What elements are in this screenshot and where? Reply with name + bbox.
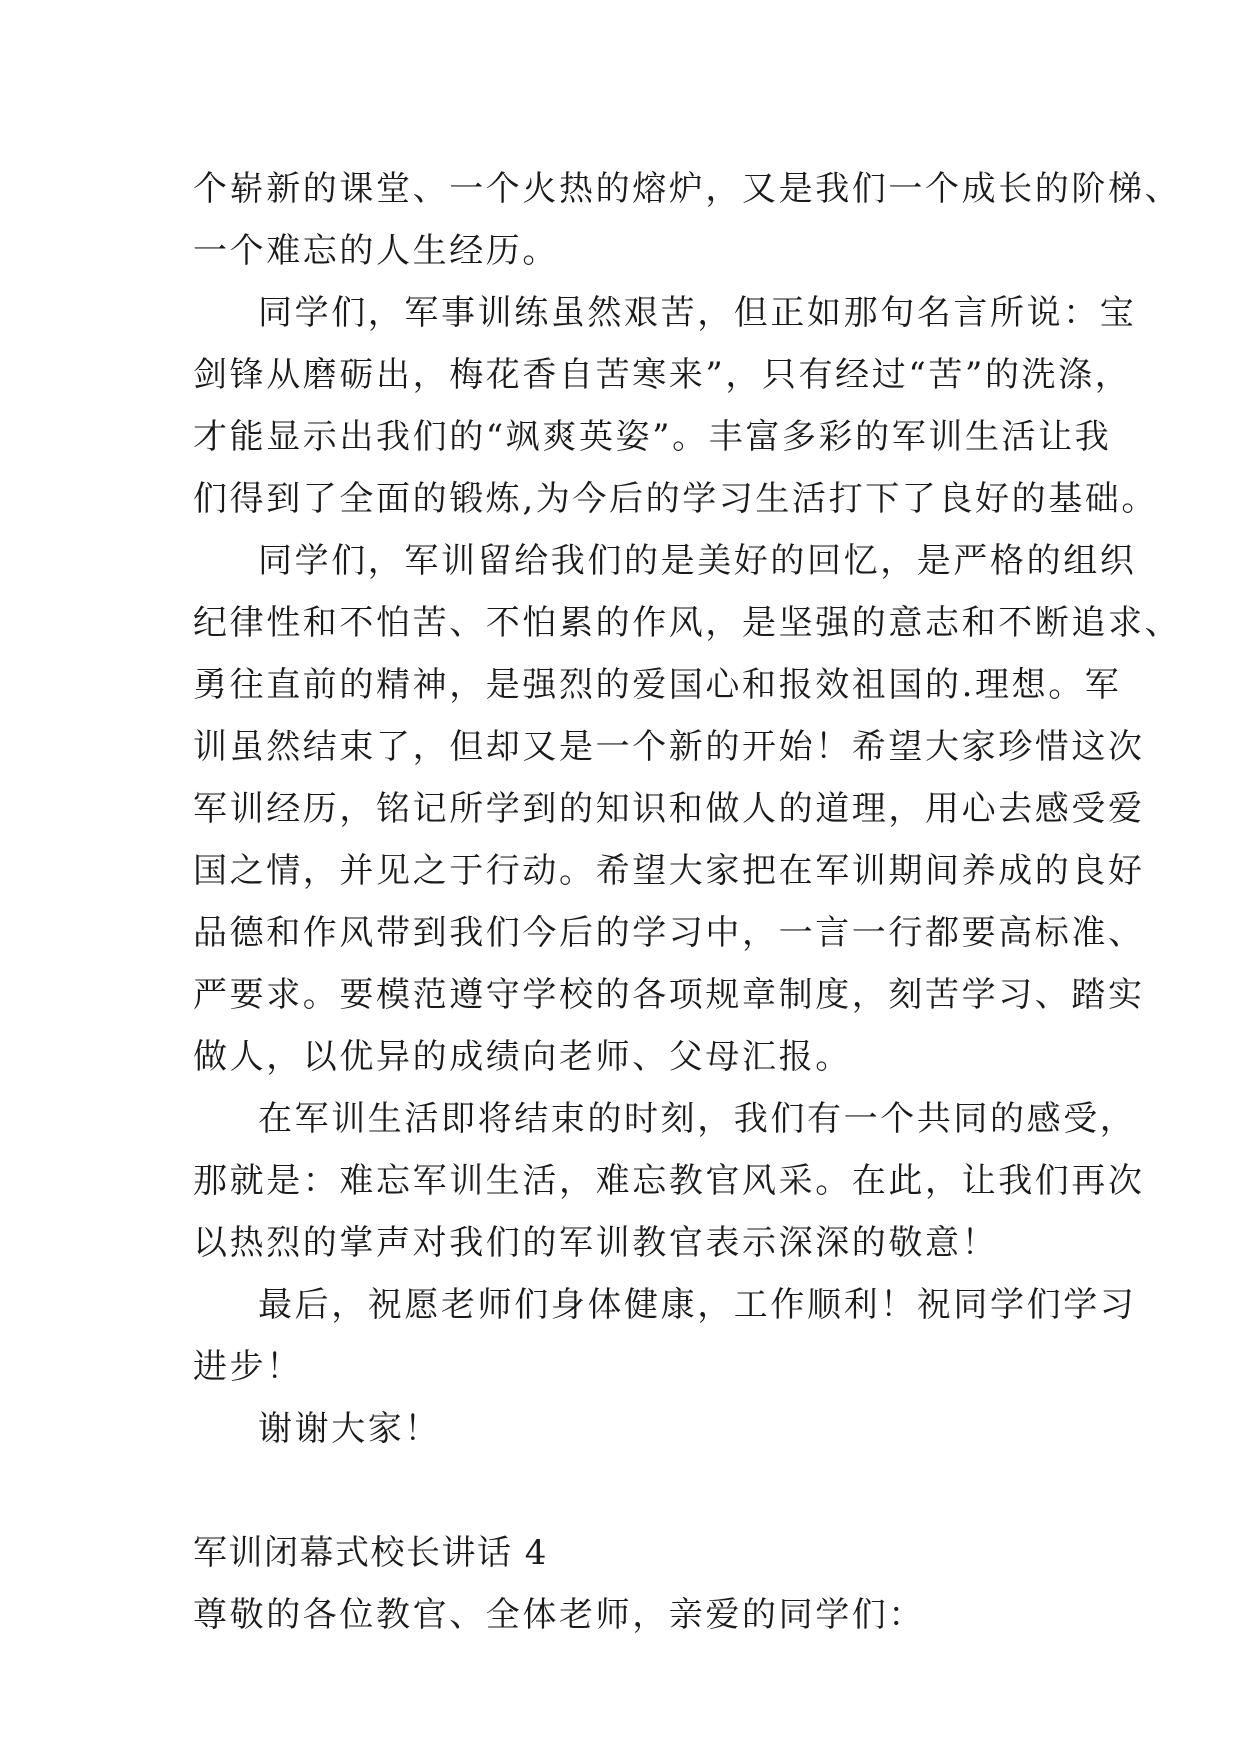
paragraph-wishes <box>193 1274 1137 1398</box>
text-line: 剑锋从磨砺出，梅花香自苦寒来”，只有经过“苦”的洗涤， <box>193 355 1132 395</box>
text-line: 勇往直前的精神，是强烈的爱国心和报效祖国的.理想。军 <box>193 665 1122 705</box>
text-line: 军训经历，铭记所学到的知识和做人的道理，用心去感受爱 <box>193 789 1145 829</box>
paragraph-intro-continued <box>193 158 1182 282</box>
text-line: 们得到了全面的锻炼,为今后的学习生活打下了良好的基础。 <box>193 479 1159 519</box>
paragraph-memories <box>193 530 1182 1088</box>
paragraph-gratitude <box>193 1088 1145 1274</box>
text-line: 才能显示出我们的“飒爽英姿”。丰富多彩的军训生活让我 <box>193 417 1112 457</box>
text-line: 训虽然结束了，但却又是一个新的开始！希望大家珍惜这次 <box>193 727 1145 767</box>
text-line: 国之情，并见之于行动。希望大家把在军训期间养成的良好 <box>193 851 1145 891</box>
paragraph-thanks <box>193 1398 1063 1460</box>
text-line: 谢谢大家！ <box>258 1409 441 1449</box>
section-title: 军训闭幕式校长讲话 4 <box>193 1533 548 1573</box>
text-line: 一个难忘的人生经历。 <box>193 231 559 271</box>
text-line: 最后，祝愿老师们身体健康，工作顺利！祝同学们学习 <box>258 1285 1137 1325</box>
text-line: 同学们，军训留给我们的是美好的回忆，是严格的组织 <box>258 541 1137 581</box>
text-line: 严要求。要模范遵守学校的各项规章制度，刻苦学习、踏实 <box>193 975 1145 1015</box>
paragraph-hardship <box>193 282 1159 530</box>
text-line: 那就是：难忘军训生活，难忘教官风采。在此，让我们再次 <box>193 1161 1145 1201</box>
text-line: 以热烈的掌声对我们的军训教官表示深深的敬意！ <box>193 1223 999 1263</box>
text-line: 做人，以优异的成绩向老师、父母汇报。 <box>193 1037 852 1077</box>
blank-line <box>193 1460 1063 1522</box>
text-line: 同学们，军事训练虽然艰苦，但正如那句名言所说：宝 <box>258 293 1137 333</box>
text-line: 纪律性和不怕苦、不怕累的作风，是坚强的意志和不断追求、 <box>193 603 1182 643</box>
text-line: 在军训生活即将结束的时刻，我们有一个共同的感受， <box>258 1099 1137 1139</box>
text-line: 进步！ <box>193 1347 303 1387</box>
salutation: 尊敬的各位教官、全体老师，亲爱的同学们： <box>193 1595 925 1635</box>
document-page <box>193 158 1182 1646</box>
text-line: 品德和作风带到我们今后的学习中，一言一行都要高标准、 <box>193 913 1145 953</box>
text-line: 个崭新的课堂、一个火热的熔炉，又是我们一个成长的阶梯、 <box>193 169 1182 209</box>
